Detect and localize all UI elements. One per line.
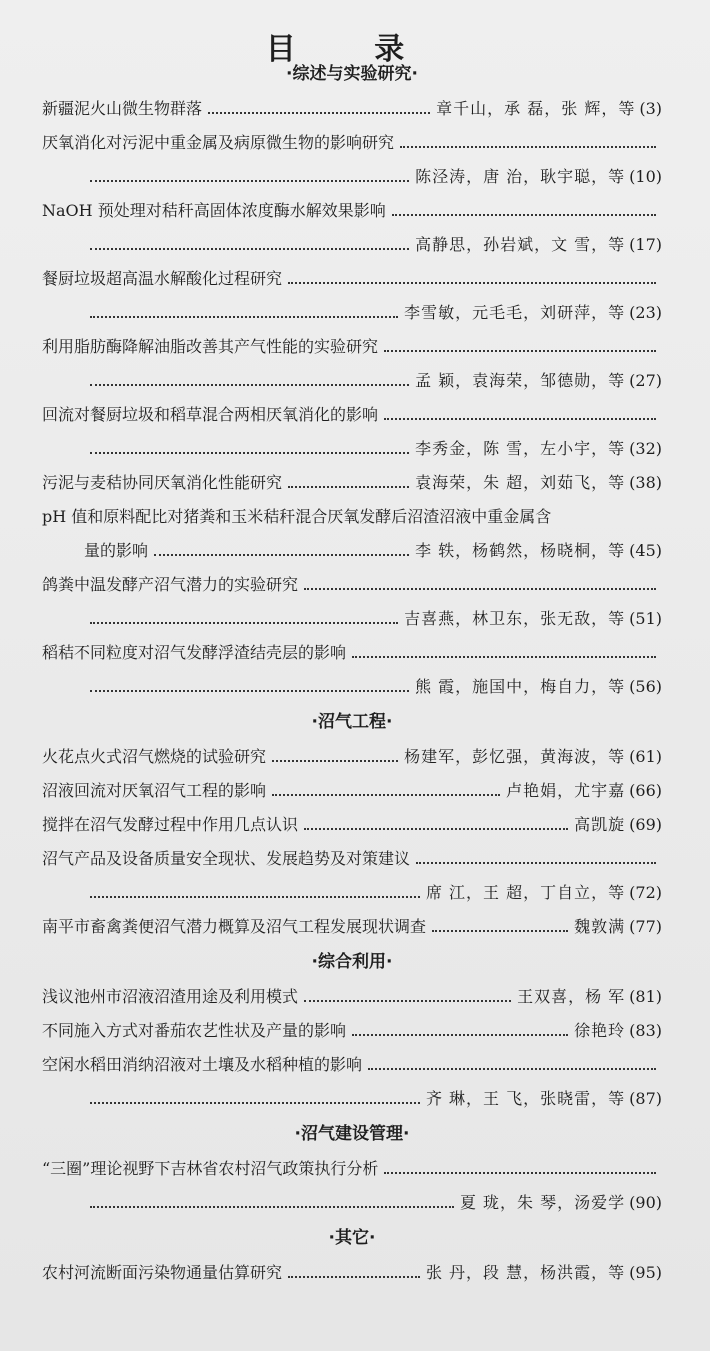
entry-title: 厌氧消化对污泥中重金属及病原微生物的影响研究 xyxy=(42,133,395,152)
leader-dots xyxy=(288,486,409,488)
entry-page: (81) xyxy=(629,987,662,1006)
entry-authors: 吉喜燕，林卫东，张无敌，等 xyxy=(404,609,626,628)
toc-entry[interactable] xyxy=(42,194,662,262)
entry-authors: 陈泾涛，唐 治，耿宇聪，等 xyxy=(415,167,626,186)
page-title: 目 录 xyxy=(265,32,439,67)
entry-title: 空闲水稻田消纳沼液对土壤及水稻种植的影响 xyxy=(42,1055,363,1074)
entry-authors: 袁海荣，朱 超，刘茹飞，等 xyxy=(415,473,626,492)
toc-entry[interactable] xyxy=(42,398,662,466)
entry-authors: 徐艳玲 xyxy=(574,1021,626,1040)
entry-title: 回流对餐厨垃圾和稻草混合两相厌氧消化的影响 xyxy=(42,405,379,424)
entry-title: NaOH 预处理对秸秆高固体浓度酶水解效果影响 xyxy=(42,201,386,220)
toc-entry[interactable] xyxy=(42,466,662,500)
leader-dots xyxy=(288,282,656,284)
entry-page: (17) xyxy=(629,235,662,254)
entry-page: (87) xyxy=(629,1089,662,1108)
entry-page: (83) xyxy=(629,1021,662,1040)
toc-entry[interactable] xyxy=(42,808,662,842)
section-heading: ·沼气建设管理· xyxy=(294,1124,410,1144)
leader-dots xyxy=(90,384,409,386)
section-heading: ·其它· xyxy=(328,1228,376,1248)
entry-title: 利用脂肪酶降解油脂改善其产气性能的实验研究 xyxy=(42,337,379,356)
entry-title: 不同施入方式对番茄农艺性状及产量的影响 xyxy=(42,1021,347,1040)
leader-dots xyxy=(90,1206,454,1208)
entry-title: “三圈”理论视野下吉林省农村沼气政策执行分析 xyxy=(42,1159,379,1178)
toc-entry[interactable] xyxy=(42,1014,662,1048)
toc-entry[interactable] xyxy=(42,636,662,704)
leader-dots xyxy=(288,1276,420,1278)
entry-authors: 高凯旋 xyxy=(574,815,626,834)
entry-page: (90) xyxy=(629,1193,662,1212)
entry-page: (66) xyxy=(629,781,662,800)
entry-title: 餐厨垃圾超高温水解酸化过程研究 xyxy=(42,269,283,288)
entry-page: (95) xyxy=(629,1263,662,1282)
entry-authors: 杨建军，彭忆强，黄海波，等 xyxy=(404,747,626,766)
toc-entry[interactable] xyxy=(42,330,662,398)
section-heading: ·综述与实验研究· xyxy=(286,64,418,84)
entry-page: (45) xyxy=(629,541,662,560)
entry-title: 农村河流断面污染物通量估算研究 xyxy=(42,1263,283,1282)
toc-entry[interactable] xyxy=(42,740,662,774)
leader-dots xyxy=(384,350,656,352)
entry-title: 新疆泥火山微生物群落 xyxy=(42,99,203,118)
entry-authors: 王双喜，杨 军 xyxy=(517,987,626,1006)
entry-authors: 李秀金，陈 雪，左小宇，等 xyxy=(415,439,626,458)
entry-title-continued: 量的影响 xyxy=(84,541,149,560)
entry-page: (38) xyxy=(629,473,662,492)
entry-title: 火花点火式沼气燃烧的试验研究 xyxy=(42,747,267,766)
leader-dots xyxy=(90,180,409,182)
leader-dots xyxy=(352,656,656,658)
entry-page: (69) xyxy=(629,815,662,834)
toc-entry[interactable] xyxy=(42,1152,662,1220)
entry-page: (72) xyxy=(629,883,662,902)
entry-authors: 李 轶，杨鹤然，杨晓桐，等 xyxy=(415,541,626,560)
leader-dots xyxy=(416,862,656,864)
leader-dots xyxy=(90,622,398,624)
leader-dots xyxy=(304,1000,511,1002)
entry-authors: 孟 颖，袁海荣，邹德勋，等 xyxy=(415,371,626,390)
entry-authors: 齐 琳，王 飞，张晓雷，等 xyxy=(425,1089,626,1108)
entry-authors: 夏 珑，朱 琴，汤爱学 xyxy=(459,1193,626,1212)
entry-authors: 卢艳娟，尤宇嘉 xyxy=(506,781,626,800)
toc-entry[interactable] xyxy=(42,126,662,194)
entry-page: (3) xyxy=(639,99,662,118)
toc-entry[interactable] xyxy=(42,568,662,636)
entry-authors: 魏敦满 xyxy=(574,917,626,936)
leader-dots xyxy=(384,418,656,420)
entry-page: (10) xyxy=(629,167,662,186)
entry-title: 搅拌在沼气发酵过程中作用几点认识 xyxy=(42,815,299,834)
entry-page: (27) xyxy=(629,371,662,390)
entry-authors: 张 丹，段 慧，杨洪霞，等 xyxy=(425,1263,626,1282)
toc-entry[interactable] xyxy=(42,980,662,1014)
leader-dots xyxy=(90,896,420,898)
entry-page: (77) xyxy=(629,917,662,936)
entry-authors: 高静思，孙岩斌，文 雪，等 xyxy=(415,235,626,254)
leader-dots xyxy=(90,690,409,692)
toc-entry[interactable] xyxy=(42,774,662,808)
entry-authors: 章千山，承 磊，张 辉，等 xyxy=(436,99,636,118)
entry-title: 南平市畜禽粪便沼气潜力概算及沼气工程发展现状调查 xyxy=(42,917,427,936)
entry-title: pH 值和原料配比对猪粪和玉米秸秆混合厌氧发酵后沼渣沼液中重金属含 xyxy=(42,507,552,526)
entry-title: 污泥与麦秸协同厌氧消化性能研究 xyxy=(42,473,283,492)
leader-dots xyxy=(90,452,409,454)
section-heading: ·沼气工程· xyxy=(311,712,393,732)
leader-dots xyxy=(400,146,656,148)
entry-title: 沼液回流对厌氧沼气工程的影响 xyxy=(42,781,267,800)
entry-title: 沼气产品及设备质量安全现状、发展趋势及对策建议 xyxy=(42,849,411,868)
entry-authors: 李雪敏，元毛毛，刘研萍，等 xyxy=(404,303,626,322)
section-heading: ·综合利用· xyxy=(311,952,393,972)
toc-entry[interactable] xyxy=(42,842,662,910)
leader-dots xyxy=(304,588,656,590)
entry-page: (61) xyxy=(629,747,662,766)
toc-entry[interactable] xyxy=(42,1048,662,1116)
leader-dots xyxy=(272,760,398,762)
leader-dots xyxy=(392,214,656,216)
leader-dots xyxy=(352,1034,568,1036)
entry-authors: 席 江，王 超，丁自立，等 xyxy=(425,883,626,902)
entry-page: (51) xyxy=(629,609,662,628)
leader-dots xyxy=(384,1172,656,1174)
entry-page: (23) xyxy=(629,303,662,322)
leader-dots xyxy=(304,828,568,830)
toc-entry[interactable] xyxy=(42,500,662,568)
entry-title: 鸽粪中温发酵产沼气潜力的实验研究 xyxy=(42,575,299,594)
leader-dots xyxy=(90,1102,420,1104)
leader-dots xyxy=(272,794,500,796)
entry-page: (56) xyxy=(629,677,662,696)
leader-dots xyxy=(90,248,409,250)
entry-page: (32) xyxy=(629,439,662,458)
leader-dots xyxy=(154,554,409,556)
leader-dots xyxy=(368,1068,656,1070)
entry-title: 稻秸不同粒度对沼气发酵浮渣结壳层的影响 xyxy=(42,643,347,662)
toc-entry[interactable] xyxy=(42,262,662,330)
leader-dots xyxy=(432,930,568,932)
entry-title: 浅议池州市沼液沼渣用途及利用模式 xyxy=(42,987,299,1006)
toc-entry[interactable] xyxy=(42,1256,662,1290)
leader-dots xyxy=(208,112,430,114)
toc-entry[interactable] xyxy=(42,910,662,944)
entry-authors: 熊 霞，施国中，梅自力，等 xyxy=(415,677,626,696)
toc-entry[interactable] xyxy=(42,92,662,126)
leader-dots xyxy=(90,316,398,318)
